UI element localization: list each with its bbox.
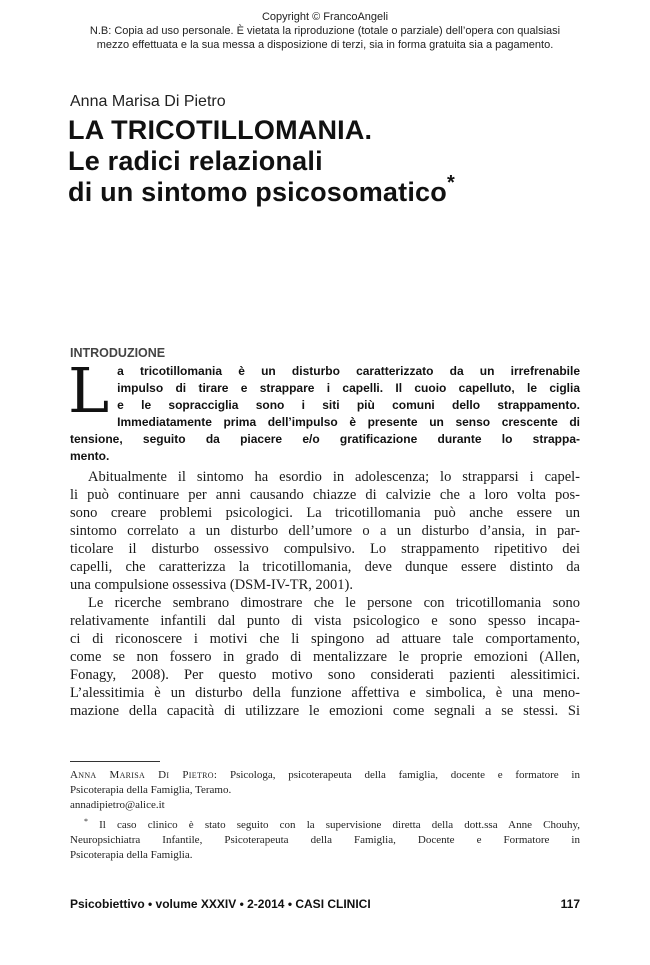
body-line: Abitualmente il sintomo ha esordio in adolescenza; lo strapparsi i capel- xyxy=(88,469,580,485)
body-line: Le ricerche sembrano dimostrare che le persone con tricotillomania sono xyxy=(88,595,580,611)
copyright-notice xyxy=(30,10,620,52)
intro-line: e le sopracciglia sono i siti più comuni dello strappamento. xyxy=(117,398,580,412)
title-line-text: di un sintomo psicosomatico xyxy=(68,177,447,207)
page-number: 117 xyxy=(560,897,580,911)
footnotes xyxy=(70,768,580,863)
body-line: una compulsione ossessiva (DSM-IV-TR, 2001). xyxy=(70,577,353,593)
title-line xyxy=(68,172,588,208)
author-bio-text: Psicologa, psicoterapeuta della famiglia, docente e formatore in xyxy=(217,769,580,781)
body-line: ci di riconoscere i motivi che li spingono ad attuare tale comportamento, xyxy=(70,631,580,647)
body-line: L’alessitimia è un disturbo della funzione affettiva e simbolica, è una meno- xyxy=(70,685,580,701)
body-line: Fonagy, 2008). Per questo motivo sono considerati pazienti alessitimici. xyxy=(70,667,580,683)
journal-info: Psicobiettivo • volume XXXIV • 2-2014 • CASI CLINICI xyxy=(70,897,371,911)
title-line: LA TRICOTILLOMANIA. xyxy=(68,115,373,145)
intro-line: impulso di tirare e strappare i capelli. Il cuoio capelluto, le ciglia xyxy=(117,381,580,395)
intro-line: a tricotillomania è un disturbo caratterizzato da un irrefrenabile xyxy=(117,364,580,378)
drop-cap: L xyxy=(68,354,110,427)
footnote-mark: * xyxy=(84,817,88,826)
intro-paragraph xyxy=(68,354,580,465)
copyright-disclaimer-line: N.B: Copia ad uso personale. È vietata la riproduzione (totale o parziale) dell’opera con qualsiasi xyxy=(89,25,561,37)
intro-line: tensione, seguito da piacere e/o gratificazione durante lo strappa- xyxy=(70,432,580,446)
copyright-line: Copyright © FrancoAngeli xyxy=(261,11,389,23)
title-footnote-mark: * xyxy=(446,172,455,194)
body-line: sintomo correlato a un disturbo dell’umore o a un disturbo d’ansia, in par- xyxy=(70,523,580,539)
intro-line: Immediatamente prima dell’impulso è presente un senso crescente di xyxy=(117,415,580,429)
body-line: sono creare problemi psicologici. La tricotillomania può anche essere un xyxy=(70,505,580,521)
copyright-disclaimer-line: mezzo effettuata e la sua messa a disposizione di terzi, sia in forma gratuita sia a pagamento. xyxy=(96,39,554,51)
article-author: Anna Marisa Di Pietro xyxy=(70,93,226,110)
body-line: ticolare il disturbo ossessivo compulsivo. Lo strappamento ripetitivo dei xyxy=(70,541,580,557)
body-line: relativamente infantili dal punto di vista psicologico e sono spesso incapa- xyxy=(70,613,580,629)
body-line: mazione della capacità di utilizzare le emozioni come segnali a se stessi. Si xyxy=(70,703,580,719)
footnote-text: Il caso clinico è stato seguito con la supervisione diretta della dott.ssa Anne Chouhy, xyxy=(88,819,580,831)
author-bio-line: Psicoterapia della Famiglia, Teramo. xyxy=(70,784,232,796)
author-email[interactable]: annadipietro@alice.it xyxy=(70,799,165,811)
footnote-line: Psicoterapia della Famiglia. xyxy=(70,849,193,861)
section-heading: INTRODUZIONE xyxy=(70,346,166,360)
body-line: capelli, che caratterizza la tricotillomania, deve dunque essere distinto da xyxy=(70,559,580,575)
author-bio-name: Anna Marisa Di Pietro: xyxy=(70,769,218,781)
article-title xyxy=(68,115,588,208)
body-line: come se non fossero in grado di mentalizzare le proprie emozioni (Allen, xyxy=(70,649,580,665)
body-line: li può continuare per anni causando chiazze di calvizie che a loro volta pos- xyxy=(70,487,580,503)
body-text xyxy=(70,468,580,720)
title-line: Le radici relazionali xyxy=(68,146,323,176)
footnote-divider xyxy=(70,761,160,762)
footnote-line: Neuropsichiatra Infantile, Psicoterapeuta della Famiglia, Docente e Formatore in xyxy=(70,834,580,846)
footnote-line xyxy=(70,818,580,833)
author-bio-line xyxy=(70,768,580,783)
intro-line: mento. xyxy=(70,449,110,463)
